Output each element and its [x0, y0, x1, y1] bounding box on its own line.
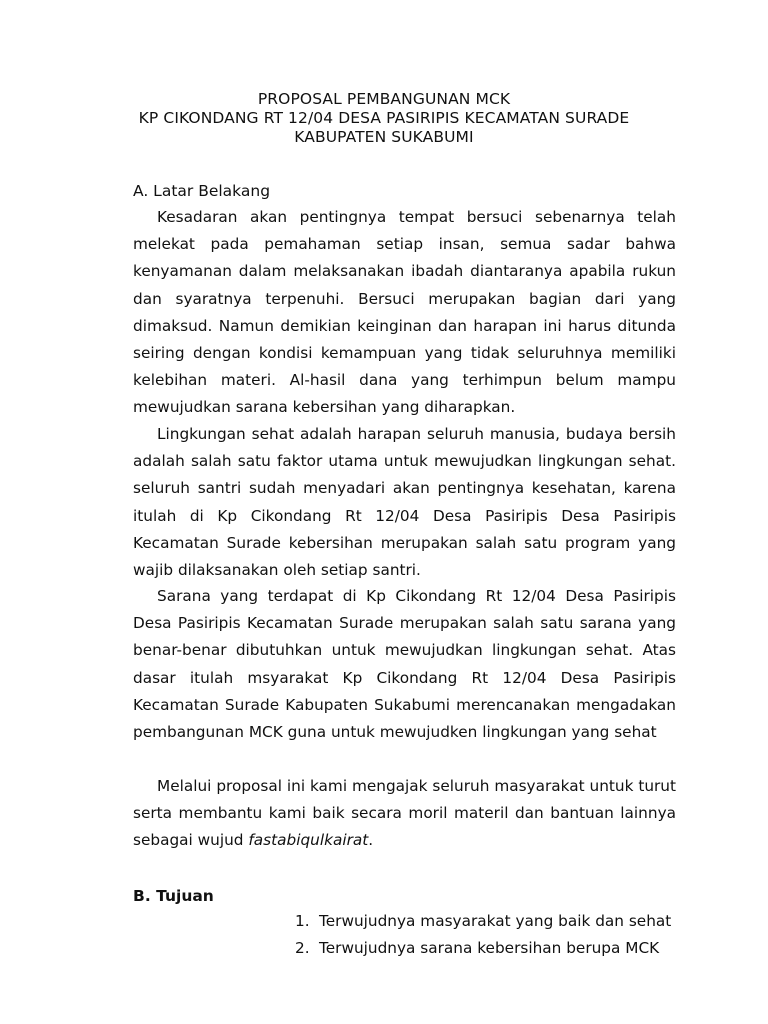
paragraph-4 [133, 773, 676, 855]
document-title [0, 90, 768, 147]
title-line-2: KP CIKONDANG RT 12/04 DESA PASIRIPIS KECAMATAN SURADE [138, 109, 630, 127]
paragraph-4-text: Melalui proposal ini kami mengajak seluruh masyarakat untuk turut serta membantu kami baik secara moril materil dan bantuan lainnya sebagai wujud [133, 777, 676, 850]
paragraph-1: Kesadaran akan pentingnya tempat bersuci sebenarnya telah melekat pada pemahaman setiap insan, semua sadar bahwa kenyamanan dalam melaksanakan ibadah diantaranya apabila rukun dan syaratnya terpenuhi. Bersuci merupakan bagian dari yang dimaksud. Namun demikian keinginan dan harapan ini harus ditunda seiring dengan kondisi kemampuan yang tidak seluruhnya memiliki kelebihan materi. Al-hasil dana yang terhimpun belum mampu mewujudkan sarana kebersihan yang diharapkan. [133, 208, 676, 417]
goals-list [292, 908, 676, 962]
list-item-text: Terwujudnya masyarakat yang baik dan sehat [319, 912, 672, 930]
list-item [292, 935, 676, 962]
title-line-3: KABUPATEN SUKABUMI [294, 128, 474, 146]
section-b-heading: B. Tujuan [133, 887, 214, 905]
list-item-text: Terwujudnya sarana kebersihan berupa MCK [319, 939, 660, 958]
list-item [292, 908, 676, 935]
paragraph-4-italic-term: fastabiqulkairat [248, 831, 369, 850]
title-line-1: PROPOSAL PEMBANGUNAN MCK [257, 90, 511, 108]
list-item-number: 2. [295, 939, 310, 958]
section-a-heading: A. Latar Belakang [133, 182, 271, 200]
paragraph-3: Sarana yang terdapat di Kp Cikondang Rt 12/04 Desa Pasiripis Desa Pasiripis Kecamatan Surade merupakan salah satu sarana yang benar-benar dibutuhkan untuk mewujudkan lingkungan sehat. Atas dasar itulah msyarakat Kp Cikondang Rt 12/04 Desa Pasiripis Kecamatan Surade Kabupaten Sukabumi merencanakan mengadakan pembangunan MCK guna untuk mewujudken lingkungan yang sehat [133, 587, 676, 742]
paragraph-4-end: . [368, 831, 374, 850]
list-item-number: 1. [295, 912, 310, 930]
paragraph-2: Lingkungan sehat adalah harapan seluruh manusia, budaya bersih adalah salah satu faktor utama untuk mewujudkan lingkungan sehat. seluruh santri sudah menyadari akan pentingnya kesehatan, karena itulah di Kp Cikondang Rt 12/04 Desa Pasiripis Desa Pasiripis Kecamatan Surade kebersihan merupakan salah satu program yang wajib dilaksanakan oleh setiap santri. [133, 425, 676, 580]
